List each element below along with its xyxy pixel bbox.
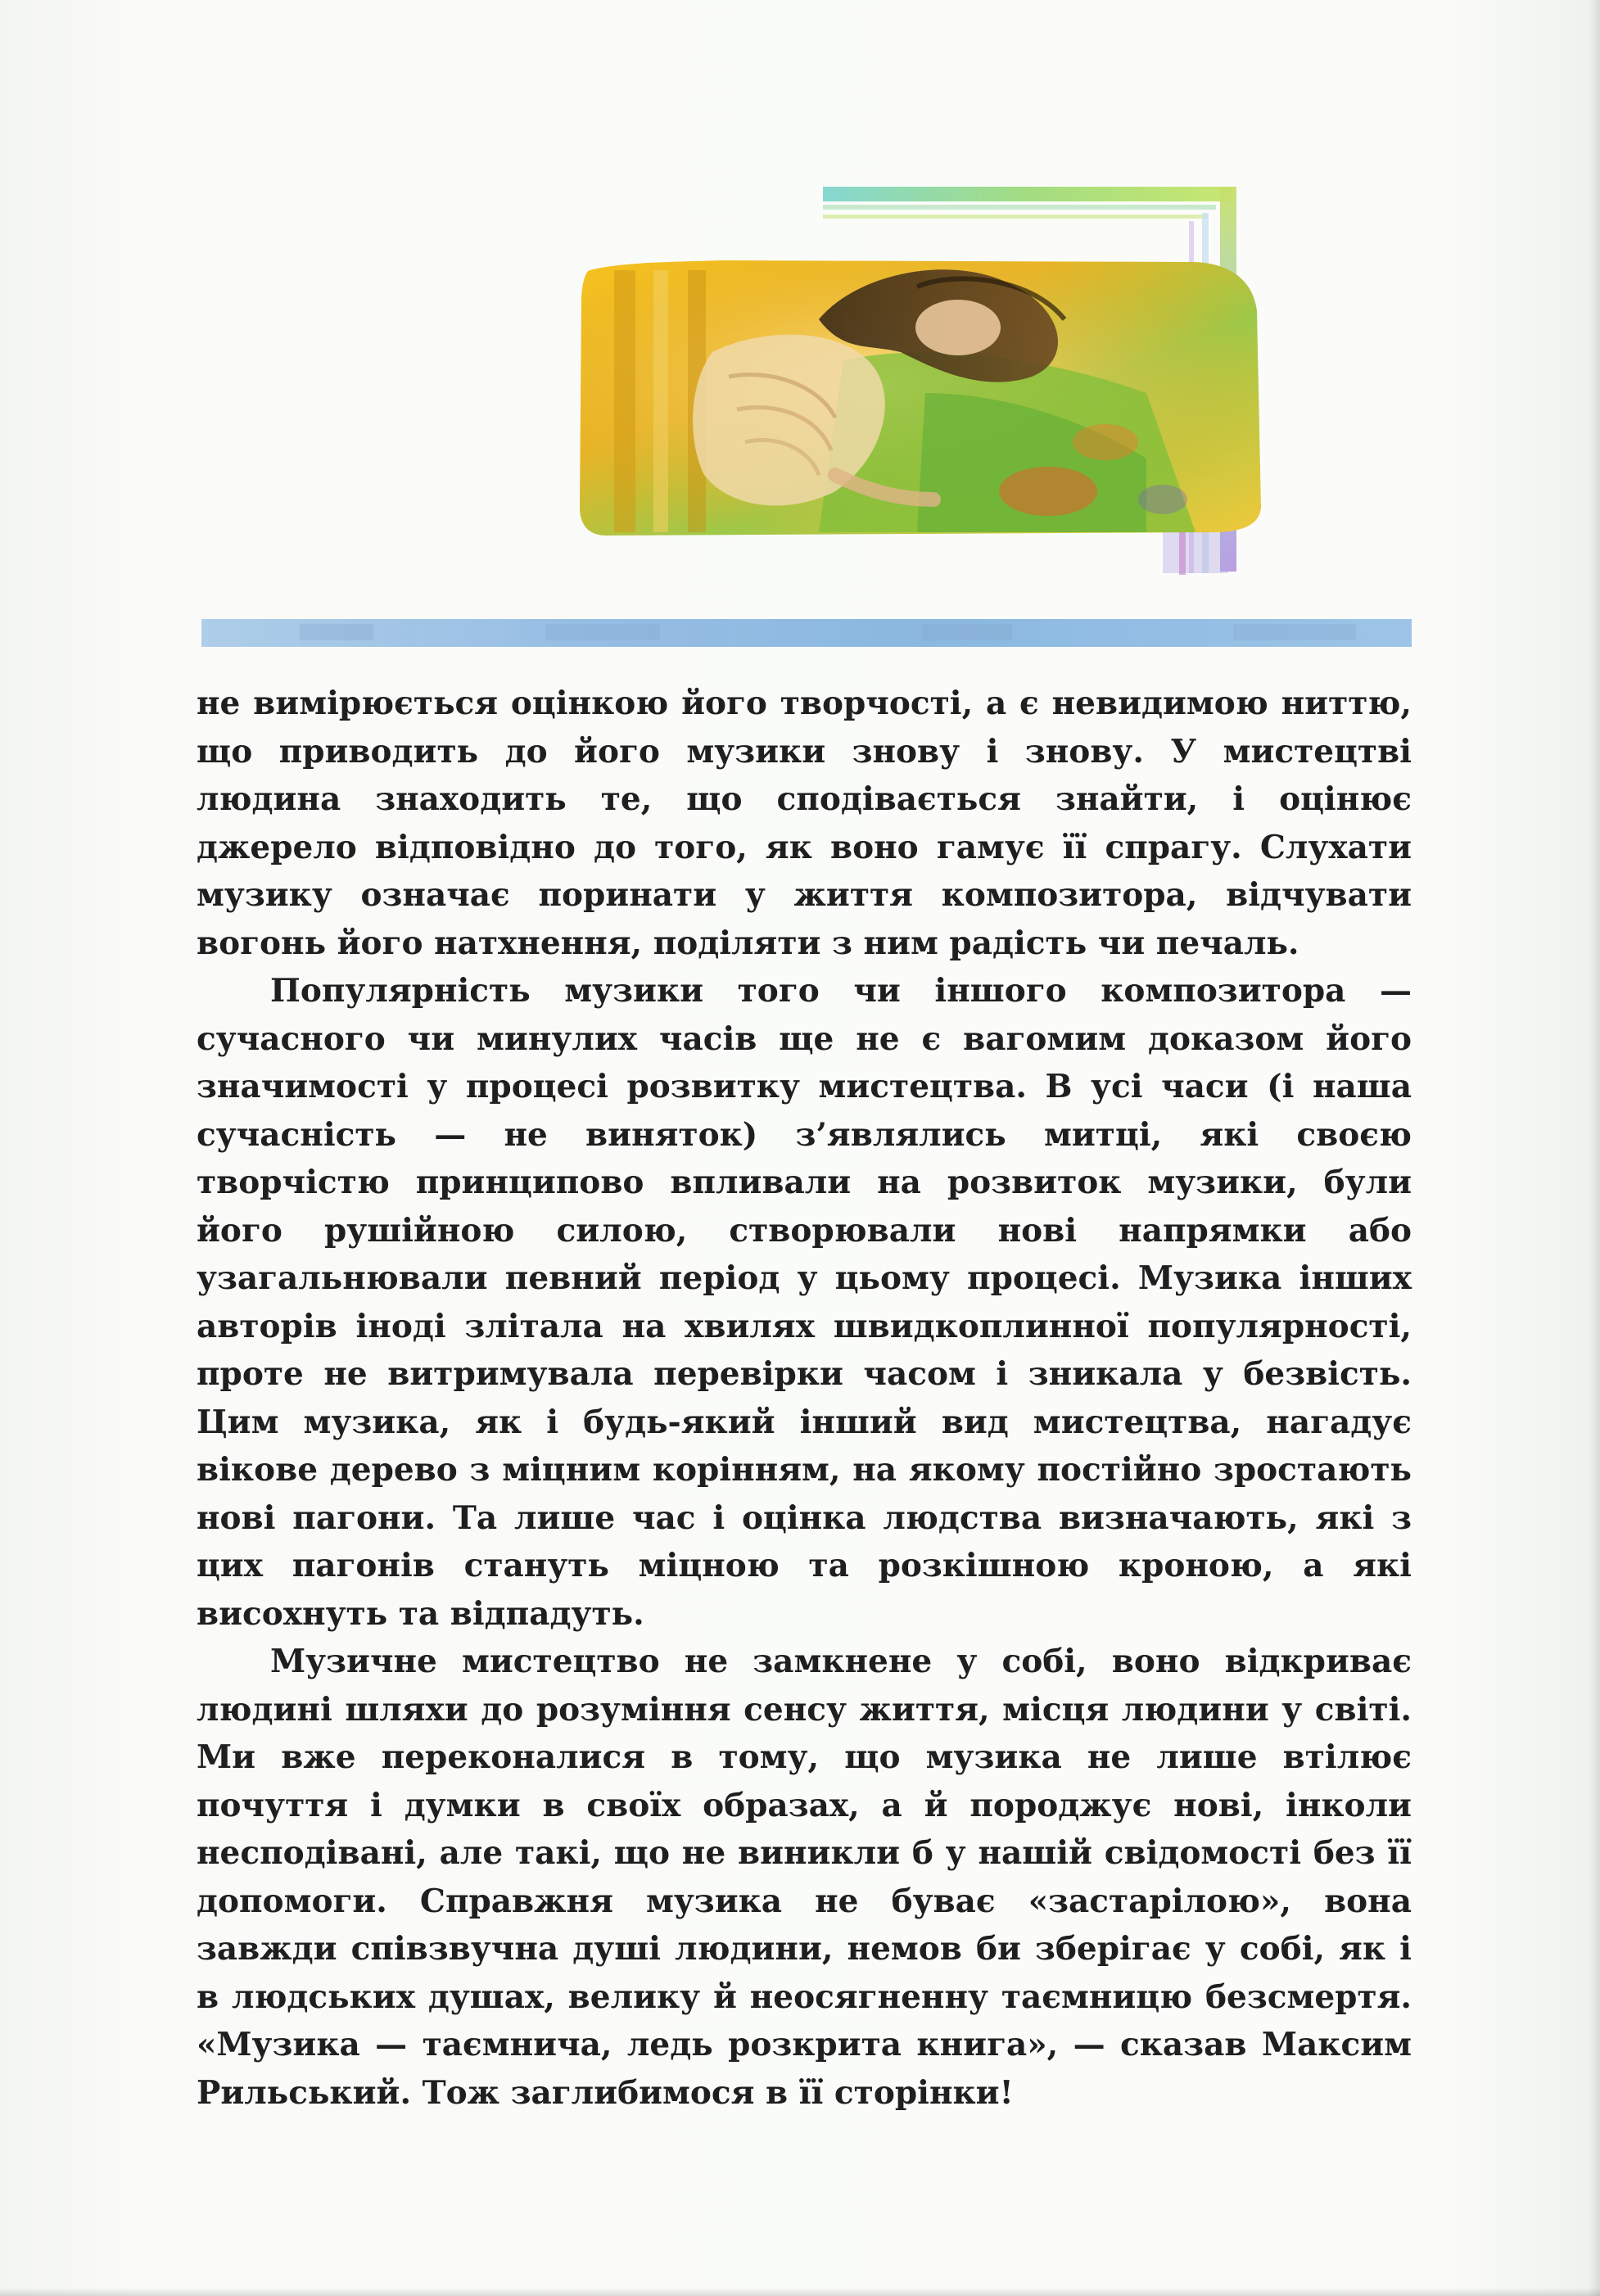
- sleeping-woman-illustration-icon: [573, 147, 1359, 590]
- divider-texture: [922, 624, 1012, 640]
- divider-texture: [300, 624, 373, 640]
- header-illustration: [573, 147, 1359, 590]
- divider-texture: [545, 624, 660, 640]
- paragraph-1: не вимірюється оцінкою його творчості, а є невидимою ниттю, що приводить до його музики знову і знову. У мистецтві людина знаходить те, що сподівається знайти, і оцінює джерело відповідно до того, як воно гамує її спрагу. Слухати музику означає поринати у життя композитора, відчувати вогонь його натхнення, поділяти з ним радість чи печаль.: [197, 685, 1412, 962]
- page-edge-shadow: [1589, 0, 1600, 2296]
- paragraph-2: Популярність музики того чи іншого композитора — сучасного чи минулих часів ще не є вагомим доказом його значимості у процесі розвитку мистецтва. В усі часи (і наша сучасність — не виняток) з’являлись митці, які своєю творчістю принципово впливали на розвиток музики, були його рушійною силою, створювали нові напрямки або узагальнювали певний період у цьому процесі. Музика інших авторів іноді злітала на хвилях швидкоплинної популярності, проте не витримувала перевірки часом і зникала у безвість. Цим музика, як і будь-який інший вид мистецтва, нагадує вікове дерево з міцним корінням, на якому постійно зростають нові пагони. Та лише час і оцінка людства визначають, які з цих пагонів стануть міцною та розкішною кроною, а які висохнуть та відпадуть.: [197, 972, 1412, 1633]
- section-divider-bar: [201, 619, 1412, 647]
- page-bottom-shadow: [0, 2288, 1600, 2296]
- body-text: [197, 680, 1412, 2117]
- paragraph-3: Музичне мистецтво не замкнене у собі, воно відкриває людині шляхи до розуміння сенсу життя, місця людини у світі. Ми вже переконалися в тому, що музика не лише втілює почуття і думки в своїх образах, а й породжує нові, інколи несподівані, але такі, що не виникли б у нашій свідомості без її допомоги. Справжня музика не буває «застарілою», вона завжди співзвучна душі людини, немов би зберігає у собі, як і в людських душах, велику й неосягненну таємницю безсмертя. «Музика — таємнича, ледь розкрита книга», — сказав Максим Рильський. Тож заглибимося в її сторінки!: [197, 1643, 1412, 2112]
- divider-texture: [1233, 624, 1356, 640]
